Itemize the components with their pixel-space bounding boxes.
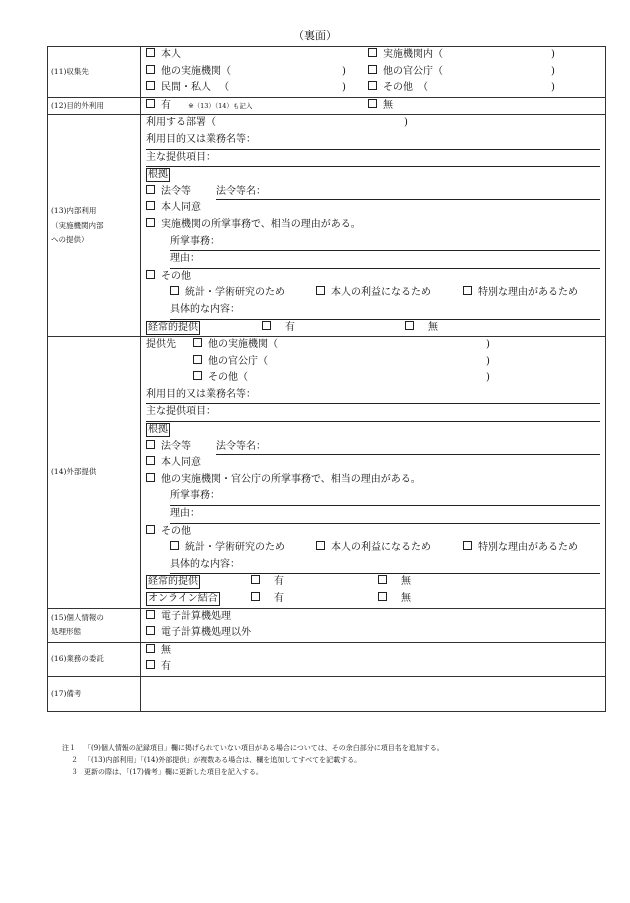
processing-form-content <box>141 608 606 642</box>
row-processing-form <box>48 608 606 642</box>
text-no: 無 <box>161 644 171 656</box>
paren-close: ) <box>342 65 346 77</box>
collection-source-content <box>141 47 606 98</box>
page-title: （裏面） <box>293 29 337 42</box>
text-to-agency: 他の実施機関（ <box>208 339 278 351</box>
label-processing-form <box>48 608 141 642</box>
text-other: その他 <box>161 525 191 537</box>
label-external-provision: (14)外部提供 <box>48 337 141 609</box>
checkbox-regular-no[interactable] <box>405 321 414 330</box>
text-law: 法令等 <box>161 185 191 197</box>
text-stat: 統計・学術研究のため <box>185 287 285 299</box>
row-internal-use <box>48 115 606 337</box>
label-outsourcing: (16)業務の委託 <box>48 642 141 676</box>
checkbox-benefit[interactable] <box>316 541 325 550</box>
checkbox-stat[interactable] <box>170 286 179 295</box>
paren-close: ) <box>551 49 555 60</box>
paren-close: ) <box>486 355 490 367</box>
outsourcing-content <box>141 642 606 676</box>
footnote <box>62 754 444 766</box>
checkbox-internal[interactable] <box>368 48 377 57</box>
paren-close: ) <box>342 82 346 94</box>
checkbox-to-other[interactable] <box>193 371 202 380</box>
text-stat: 統計・学術研究のため <box>185 542 285 554</box>
checkbox-other[interactable] <box>368 81 377 90</box>
detail-line[interactable] <box>170 302 600 320</box>
law-name-label: 法令等名： <box>216 185 266 197</box>
record-form-back <box>47 46 606 712</box>
label-line: (15)個人情報の <box>51 612 104 622</box>
footnote-text: 更新の際は、「(17)備考」欄に更新した項目を記入する。 <box>84 768 263 776</box>
label-collection-source: (11)収集先 <box>48 47 141 98</box>
footnote <box>62 742 444 754</box>
text-internal: 実施機関内（ <box>383 49 443 60</box>
checkbox-online-yes[interactable] <box>251 592 260 601</box>
regular-label: 経常的提供 <box>148 576 198 588</box>
text-law: 法令等 <box>161 440 191 452</box>
purpose-line[interactable] <box>146 132 600 150</box>
law-name-label: 法令等名： <box>216 440 266 452</box>
checkbox-computer[interactable] <box>146 610 155 619</box>
checkbox-consent[interactable] <box>146 201 155 210</box>
duty-reason-line[interactable] <box>170 251 600 269</box>
text-other-office: 他の官公庁（ <box>383 65 443 77</box>
checkbox-yes[interactable] <box>146 99 155 108</box>
paren-close: ) <box>551 65 555 77</box>
duty-affairs-line[interactable] <box>170 488 600 506</box>
regular-label: 経常的提供 <box>148 321 198 333</box>
text-yes: 有 <box>161 661 171 673</box>
text-to-office: 他の官公庁（ <box>208 355 268 367</box>
dept-label: 利用する部署（ <box>146 117 216 129</box>
label-line: 処理形態 <box>51 627 81 637</box>
text-duty: 他の実施機関・官公庁の所掌事務で、相当の理由がある。 <box>161 473 421 485</box>
row-external-provision <box>48 337 606 609</box>
checkbox-special[interactable] <box>463 541 472 550</box>
checkbox-non-computer[interactable] <box>146 626 155 635</box>
online-label: オンライン結合 <box>148 593 218 604</box>
checkbox-outsource-yes[interactable] <box>146 660 155 669</box>
row-remarks <box>48 676 606 711</box>
checkbox-regular-yes[interactable] <box>251 575 260 584</box>
duty-reason-label: 理由： <box>170 508 200 520</box>
checkbox-other-office[interactable] <box>368 65 377 74</box>
purpose-label: 利用目的又は業務名等： <box>146 133 256 145</box>
text-computer: 電子計算機処理 <box>161 610 231 622</box>
text-consent: 本人同意 <box>161 457 201 469</box>
checkbox-stat[interactable] <box>170 541 179 550</box>
row-non-purpose-use <box>48 97 606 115</box>
label-internal-use <box>48 115 141 337</box>
non-purpose-use-content <box>141 97 606 115</box>
purpose-line[interactable] <box>146 387 600 405</box>
items-label: 主な提供項目： <box>146 151 216 163</box>
checkbox-benefit[interactable] <box>316 286 325 295</box>
duty-reason-label: 理由： <box>170 253 200 265</box>
label-remarks: (17)備考 <box>48 676 141 711</box>
items-line[interactable] <box>146 150 600 168</box>
paren-close: ) <box>404 117 408 129</box>
footnote-number: ２ <box>71 756 78 764</box>
purpose-label: 利用目的又は業務名等： <box>146 388 256 400</box>
duty-reason-line[interactable] <box>170 506 600 524</box>
checkbox-duty[interactable] <box>146 218 155 227</box>
text-yes: 有 <box>161 99 171 111</box>
law-name-line[interactable] <box>216 439 600 455</box>
text-benefit: 本人の利益になるため <box>331 287 431 299</box>
checkbox-no[interactable] <box>368 99 377 108</box>
checkbox-consent[interactable] <box>146 456 155 465</box>
checkbox-regular-yes[interactable] <box>262 321 271 330</box>
text-to-other: その他（ <box>208 372 248 384</box>
text-other: その他 <box>161 270 191 282</box>
label-non-purpose-use: (12)目的外利用 <box>48 97 141 115</box>
paren-close: ) <box>486 372 490 384</box>
label-line: への提供） <box>51 234 89 244</box>
external-provision-content <box>141 337 606 609</box>
to-label: 提供先 <box>146 339 176 351</box>
checkbox-law[interactable] <box>146 440 155 449</box>
text-self: 本人 <box>161 49 181 60</box>
footnote-text: 「(9)個人情報の記録項目」欄に掲げられていない項目がある場合については、その余白部分に項目名を追加する。 <box>84 744 444 752</box>
text-non-computer: 電子計算機処理以外 <box>161 627 251 639</box>
checkbox-to-office[interactable] <box>193 355 202 364</box>
basis-label: 根拠 <box>148 169 168 181</box>
note-text: ※（13）（14）も記入 <box>188 101 253 110</box>
footnote <box>62 766 444 778</box>
items-line[interactable] <box>146 404 600 422</box>
text-no: 無 <box>383 99 393 111</box>
detail-line[interactable] <box>170 557 600 575</box>
text-no: 無 <box>428 321 438 333</box>
detail-label: 具体的な内容： <box>170 558 240 570</box>
internal-use-content <box>141 115 606 337</box>
checkbox-private[interactable] <box>146 81 155 90</box>
text-yes: 有 <box>285 321 295 333</box>
label-line: （実施機関内部 <box>51 220 104 230</box>
remarks-field[interactable] <box>141 676 606 711</box>
text-special: 特別な理由があるため <box>478 542 578 554</box>
row-collection-source <box>48 47 606 98</box>
row-outsourcing <box>48 642 606 676</box>
text-private: 民間・私人 （ <box>161 82 230 94</box>
basis-label: 根拠 <box>148 424 168 436</box>
duty-affairs-label: 所掌事務： <box>170 490 220 502</box>
duty-affairs-line[interactable] <box>170 234 600 252</box>
checkbox-other[interactable] <box>146 525 155 534</box>
checkbox-law[interactable] <box>146 185 155 194</box>
checkbox-online-no[interactable] <box>378 592 387 601</box>
paren-close: ) <box>486 339 490 351</box>
checkbox-other[interactable] <box>146 270 155 279</box>
checkbox-to-agency[interactable] <box>193 338 202 347</box>
checkbox-regular-no[interactable] <box>378 575 387 584</box>
label-line: (13)内部利用 <box>51 206 97 216</box>
footnotes <box>62 742 444 778</box>
text-yes: 有 <box>274 593 284 604</box>
detail-label: 具体的な内容： <box>170 303 240 315</box>
checkbox-other-agency[interactable] <box>146 65 155 74</box>
text-no: 無 <box>401 593 411 604</box>
text-other-agency: 他の実施機関（ <box>161 65 231 77</box>
checkbox-outsource-no[interactable] <box>146 644 155 653</box>
duty-affairs-label: 所掌事務： <box>170 235 220 247</box>
paren-close: ) <box>551 82 555 94</box>
footnote-number: ３ <box>71 768 78 776</box>
checkbox-special[interactable] <box>463 286 472 295</box>
items-label: 主な提供項目： <box>146 406 216 418</box>
text-other: その他 （ <box>383 82 428 94</box>
text-yes: 有 <box>274 576 284 588</box>
checkbox-self[interactable] <box>146 48 155 57</box>
text-benefit: 本人の利益になるため <box>331 542 431 554</box>
text-duty: 実施機関の所掌事務で、相当の理由がある。 <box>161 218 361 230</box>
checkbox-duty[interactable] <box>146 473 155 482</box>
text-special: 特別な理由があるため <box>478 287 578 299</box>
footnote-text: 「(13)内部利用」「(14)外部提供」が複数ある場合は、欄を追加してすべてを記載する。 <box>84 756 362 764</box>
text-no: 無 <box>401 576 411 588</box>
law-name-line[interactable] <box>216 184 600 200</box>
footnote-number: 注１ <box>62 744 76 752</box>
text-consent: 本人同意 <box>161 202 201 214</box>
